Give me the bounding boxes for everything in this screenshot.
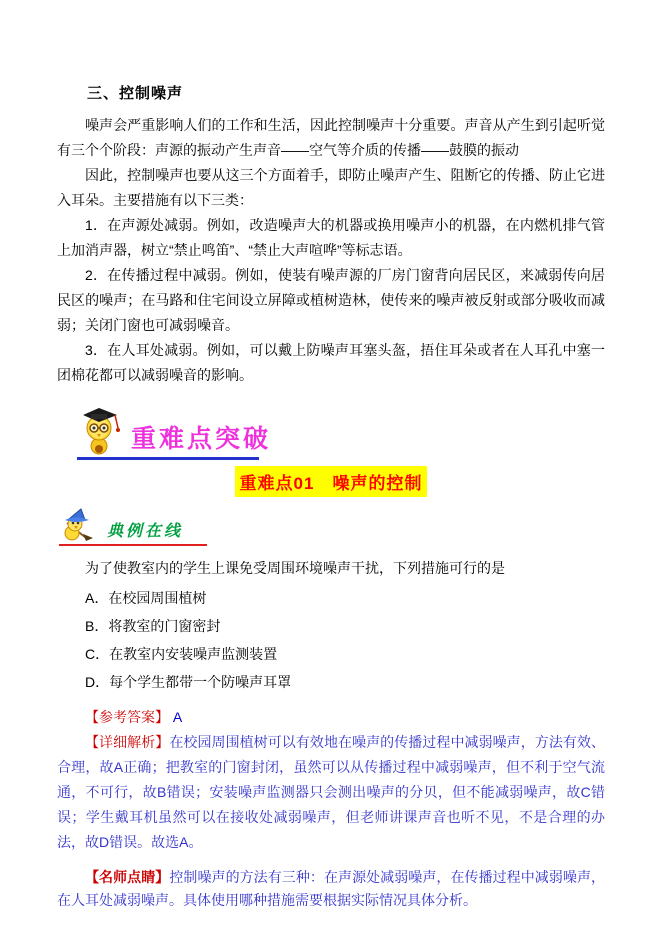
- option-c: C．在教室内安装噪声监测装置: [85, 646, 278, 662]
- analysis-text: 在校园周围植树可以有效地在噪声的传播过程中减弱噪声，方法有效、合理，故A正确；把教室的门窗封闭，虽然可以从传播过程中减弱噪声，但不利于空气流通，不可行，故B错误；安装噪声监测器只会测出噪声的分贝，但不能减弱噪声，故C错误；学生戴耳机虽然可以在接收处减弱噪声，但老师讲课声音也听不见，不是合理的办法，故D错误。故选A。: [57, 734, 606, 850]
- breakthrough-banner-label: 重难点突破: [131, 424, 272, 453]
- option-list: [57, 584, 605, 696]
- question-stem: 为了使教室内的学生上课免受周围环境噪声干扰，下列措施可行的是: [85, 560, 505, 576]
- graduate-mascot-icon: [77, 402, 127, 456]
- method-item-1: 1．在声源处减弱。例如，改造噪声大的机器或换用噪声小的机器，在内燃机排气管上加消声器，树立“禁止鸣笛”、“禁止大声喧哗”等标志语。: [57, 217, 605, 258]
- wizard-mascot-icon: [59, 507, 99, 543]
- answer-line: [57, 705, 605, 730]
- method-item-2: 2．在传播过程中减弱。例如，使装有噪声源的厂房门窗背向居民区，来减弱传向居民区的噪声；在马路和住宅间设立屏障或植树造林，使传来的噪声被反射或部分吸收而减弱；关闭门窗也可减弱噪音。: [57, 267, 605, 333]
- example-banner: [59, 507, 207, 546]
- answer-value: A: [172, 709, 183, 725]
- analysis-paragraph: [57, 730, 605, 855]
- intro-paragraph-2: 因此，控制噪声也要从这三个方面着手，即防止噪声产生、阻断它的传播、防止它进入耳朵。主要措施有以下三类：: [57, 167, 605, 208]
- topic-title: 重难点01 噪声的控制: [235, 466, 428, 497]
- method-item-3: 3．在人耳处减弱。例如，可以戴上防噪声耳塞头盔，捂住耳朵或者在人耳孔中塞一团棉花都可以减弱噪音的影响。: [57, 342, 605, 383]
- answer-label: 【参考答案】: [85, 709, 169, 725]
- option-b: B．将教室的门窗密封: [85, 618, 221, 634]
- tips-label: 【名师点睛】: [85, 869, 170, 885]
- section-heading: 三、控制噪声: [87, 85, 184, 102]
- option-d: D．每个学生都带一个防噪声耳罩: [85, 674, 292, 690]
- option-a: A．在校园周围植树: [85, 590, 207, 606]
- example-banner-label: 典例在线: [107, 521, 184, 540]
- breakthrough-banner: [77, 402, 272, 460]
- intro-paragraph-1: 噪声会严重影响人们的工作和生活，因此控制噪声十分重要。声音从产生到引起听觉有三个个阶段：声源的振动产生声音——空气等介质的传播——鼓膜的振动: [57, 117, 605, 158]
- analysis-label: 【详细解析】: [85, 734, 170, 750]
- tips-paragraph: [57, 866, 605, 912]
- tips-text: 控制噪声的方法有三种：在声源处减弱噪声，在传播过程中减弱噪声，在人耳处减弱噪声。具体使用哪种措施需要根据实际情况具体分析。: [57, 869, 606, 908]
- topic-title-row: [57, 466, 605, 497]
